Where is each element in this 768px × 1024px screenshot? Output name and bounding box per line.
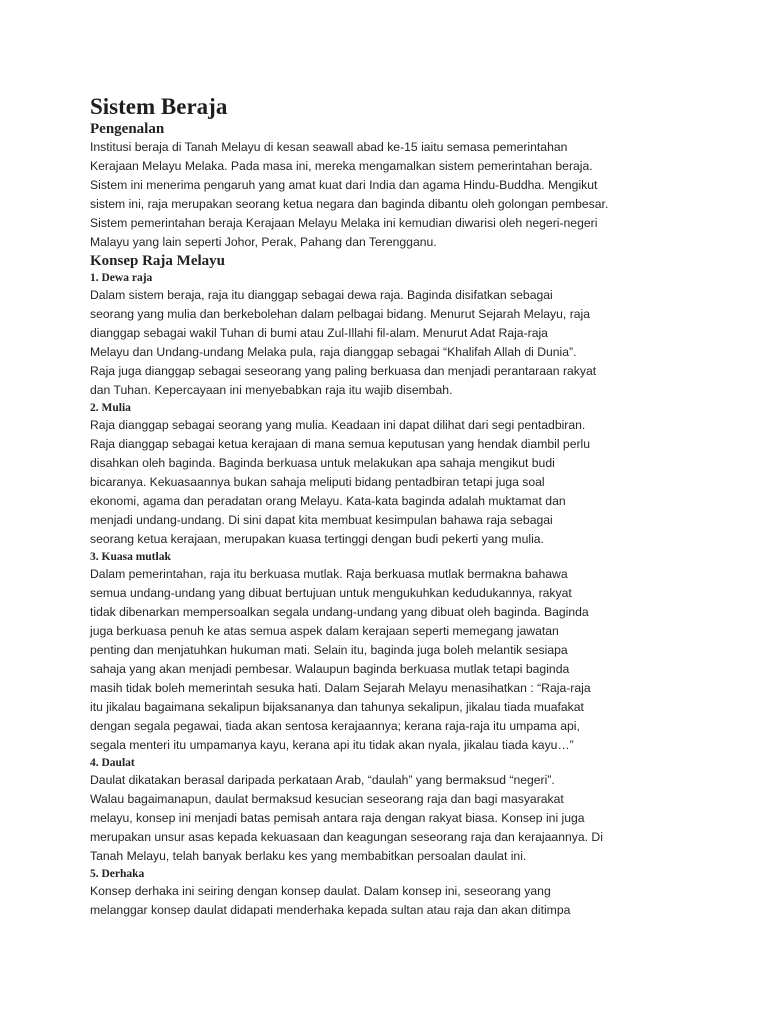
- paragraph-line: melayu, konsep ini menjadi batas pemisah antara raja dengan rakyat biasa. Konsep ini juga: [90, 811, 585, 825]
- paragraph-line: sahaja yang akan menjadi pembesar. Walaupun baginda berkuasa mutlak tetapi baginda: [90, 662, 570, 676]
- paragraph-line: dengan segala pegawai, tiada akan sentosa kerajaannya; kerana raja-raja itu umpama api,: [90, 719, 580, 733]
- paragraph-line: Institusi beraja di Tanah Melayu di kesan seawall abad ke-15 iaitu semasa pemerintahan: [90, 140, 568, 154]
- paragraph-line: penting dan menjatuhkan hukuman mati. Selain itu, baginda juga boleh melantik sesiapa: [90, 643, 568, 657]
- section-heading: 2. Mulia: [90, 402, 131, 414]
- paragraph-line: Sistem pemerintahan beraja Kerajaan Melayu Melaka ini kemudian diwarisi oleh negeri-negeri: [90, 216, 598, 230]
- concept-heading: Konsep Raja Melayu: [90, 253, 225, 269]
- intro-paragraph: [90, 138, 730, 252]
- paragraph-line: ekonomi, agama dan peradatan orang Melayu. Kata-kata baginda adalah muktamat dan: [90, 494, 566, 508]
- section-paragraph: [90, 286, 730, 400]
- section-heading: 1. Dewa raja: [90, 272, 153, 284]
- paragraph-line: Malayu yang lain seperti Johor, Perak, Pahang dan Terengganu.: [90, 235, 437, 249]
- page-title: Sistem Beraja: [90, 94, 228, 119]
- paragraph-line: Dalam pemerintahan, raja itu berkuasa mutlak. Raja berkuasa mutlak bermakna bahawa: [90, 567, 568, 581]
- paragraph-line: melanggar konsep daulat didapati menderhaka kepada sultan atau raja dan akan ditimpa: [90, 903, 571, 917]
- section-paragraph: [90, 416, 730, 549]
- paragraph-line: Konsep derhaka ini seiring dengan konsep daulat. Dalam konsep ini, seseorang yang: [90, 884, 551, 898]
- section-heading: 5. Derhaka: [90, 868, 145, 880]
- paragraph-line: Raja dianggap sebagai seorang yang mulia. Keadaan ini dapat dilihat dari segi pentadbiran.: [90, 418, 586, 432]
- paragraph-line: tidak dibenarkan mempersoalkan segala undang-undang yang dibuat oleh baginda. Baginda: [90, 605, 589, 619]
- paragraph-line: Walau bagaimanapun, daulat bermaksud kesucian seseorang raja dan bagi masyarakat: [90, 792, 564, 806]
- paragraph-line: bicaranya. Kekuasaannya bukan sahaja meliputi bidang pentadbiran tetapi juga soal: [90, 475, 545, 489]
- section-paragraph: [90, 565, 730, 755]
- paragraph-line: Tanah Melayu, telah banyak berlaku kes yang membabitkan persoalan daulat ini.: [90, 849, 527, 863]
- paragraph-line: Raja dianggap sebagai ketua kerajaan di mana semua keputusan yang hendak diambil perlu: [90, 437, 591, 451]
- paragraph-line: menjadi undang-undang. Di sini dapat kita membuat kesimpulan bahawa raja sebagai: [90, 513, 553, 527]
- paragraph-line: Sistem ini menerima pengaruh yang amat kuat dari India dan agama Hindu-Buddha. Mengikut: [90, 178, 598, 192]
- paragraph-line: seorang yang mulia dan berkebolehan dalam pelbagai bidang. Menurut Sejarah Melayu, raja: [90, 307, 591, 321]
- section-paragraph: [90, 882, 730, 920]
- paragraph-line: segala menteri itu umpamanya kayu, kerana api itu tidak akan nyala, jikalau tiada kayu…”: [90, 738, 574, 752]
- paragraph-line: seorang ketua kerajaan, merupakan kuasa tertinggi dengan budi pekerti yang mulia.: [90, 532, 544, 546]
- section-heading: 4. Daulat: [90, 757, 135, 769]
- paragraph-line: Melayu dan Undang-undang Melaka pula, raja dianggap sebagai “Khalifah Allah di Dunia”.: [90, 345, 577, 359]
- paragraph-line: merupakan unsur asas kepada kekuasaan dan keagungan seseorang raja dan kerajaannya. Di: [90, 830, 603, 844]
- section-heading: 3. Kuasa mutlak: [90, 551, 171, 563]
- section-paragraph: [90, 771, 730, 866]
- paragraph-line: dianggap sebagai wakil Tuhan di bumi atau Zul-Illahi fil-alam. Menurut Adat Raja-raja: [90, 326, 548, 340]
- paragraph-line: Raja juga dianggap sebagai seseorang yang paling berkuasa dan menjadi perantaraan rakyat: [90, 364, 597, 378]
- paragraph-line: disahkan oleh baginda. Baginda berkuasa untuk melakukan apa sahaja mengikut budi: [90, 456, 555, 470]
- paragraph-line: Daulat dikatakan berasal daripada perkataan Arab, “daulah” yang bermaksud “negeri”.: [90, 773, 555, 787]
- document-page: [90, 94, 730, 920]
- paragraph-line: semua undang-undang yang dibuat bertujuan untuk mengukuhkan kedudukannya, rakyat: [90, 586, 572, 600]
- paragraph-line: Kerajaan Melayu Melaka. Pada masa ini, mereka mengamalkan sistem pemerintahan beraja.: [90, 159, 593, 173]
- paragraph-line: juga berkuasa penuh ke atas semua aspek dalam kerajaan seperti memegang jawatan: [90, 624, 559, 638]
- paragraph-line: itu jikalau bagaimana sekalipun bijaksananya dan tahunya sekalipun, jikalau tiada muafakat: [90, 700, 584, 714]
- paragraph-line: sistem ini, raja merupakan seorang ketua negara dan baginda dibantu oleh golongan pembesar.: [90, 197, 609, 211]
- intro-heading: Pengenalan: [90, 121, 165, 137]
- paragraph-line: Dalam sistem beraja, raja itu dianggap sebagai dewa raja. Baginda disifatkan sebagai: [90, 288, 553, 302]
- paragraph-line: masih tidak boleh memerintah sesuka hati. Dalam Sejarah Melayu menasihatkan : “Raja-raja: [90, 681, 591, 695]
- concept-sections: [90, 270, 730, 920]
- paragraph-line: dan Tuhan. Kepercayaan ini menyebabkan raja itu wajib disembah.: [90, 383, 453, 397]
